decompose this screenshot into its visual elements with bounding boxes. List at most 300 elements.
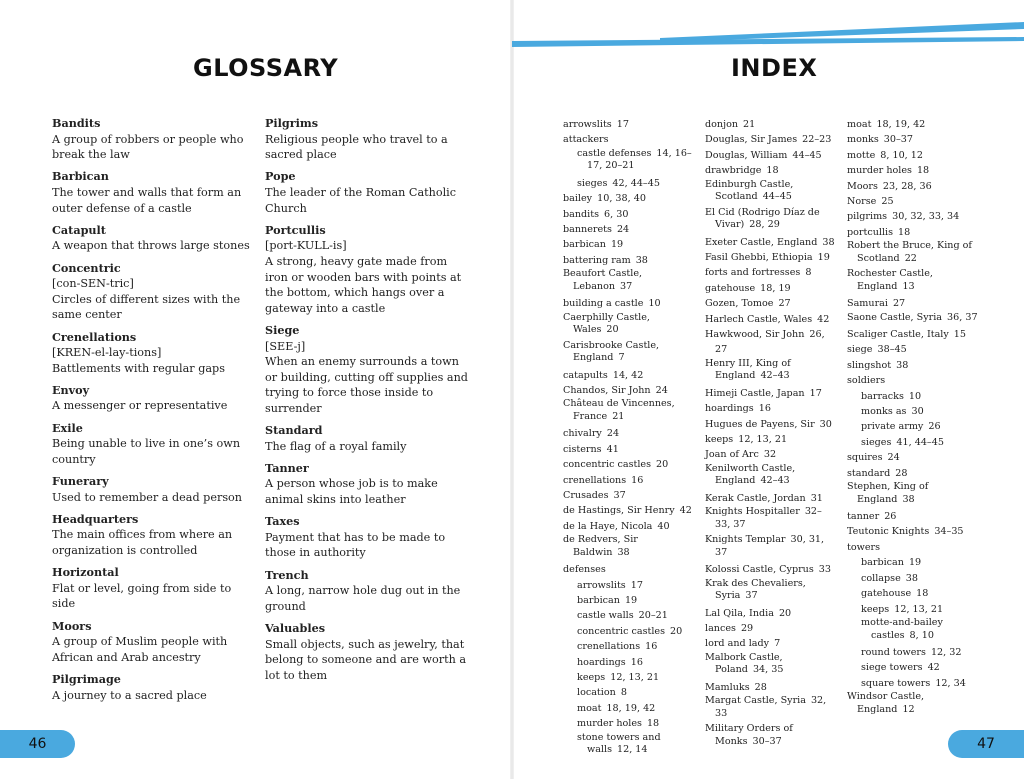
index-term: defenses xyxy=(563,564,606,576)
index-subentry xyxy=(563,701,693,716)
index-entry xyxy=(563,268,693,293)
glossary-definition: Circles of different sizes with the same center xyxy=(52,292,241,322)
index-term: arrowslits xyxy=(563,119,612,130)
index-pages: 20 xyxy=(778,607,792,619)
index-pages: 26 xyxy=(928,421,941,433)
index-term: towers xyxy=(847,541,881,553)
index-term: squires xyxy=(847,452,883,464)
glossary-term: Crenellations xyxy=(52,329,137,344)
glossary-definition: A messenger or representative xyxy=(52,399,228,413)
index-pages: 10, 38, 40 xyxy=(597,193,646,205)
index-pages: 7 xyxy=(618,352,625,364)
index-term: Carisbrooke Castle, England xyxy=(563,339,660,364)
index-term: Kenilworth Castle, England xyxy=(705,462,796,487)
glossary-entry xyxy=(265,568,470,615)
index-term: drawbridge xyxy=(705,165,762,177)
index-pages: 37 xyxy=(613,490,626,502)
index-entry xyxy=(563,442,693,457)
index-entry xyxy=(705,235,835,250)
index-pages: 16 xyxy=(630,656,643,668)
index-term: Margat Castle, Syria xyxy=(705,695,806,707)
index-entry xyxy=(847,268,979,293)
index-pages: 42–43 xyxy=(760,475,790,487)
index-term: crenellations xyxy=(563,474,627,486)
index-pages: 8 xyxy=(620,687,627,699)
glossary-entry xyxy=(265,116,470,163)
glossary-entry xyxy=(52,565,252,612)
index-entry xyxy=(563,503,693,518)
glossary-entry xyxy=(265,461,470,508)
index-entry xyxy=(705,534,835,559)
index-entry xyxy=(705,132,835,147)
index-term: barracks xyxy=(861,390,904,402)
index-pages: 12, 13, 21 xyxy=(894,603,944,615)
glossary-definition: When an enemy surrounds a town or building, cutting off supplies and trying to force those inside to surrender xyxy=(265,355,468,415)
index-pages: 33 xyxy=(818,564,831,576)
glossary-entry xyxy=(265,323,470,417)
index-pages: 26 xyxy=(884,511,897,523)
index-pages: 28, 29 xyxy=(749,219,780,231)
glossary-entry xyxy=(52,672,252,703)
index-entry xyxy=(847,225,979,240)
index-term: bailey xyxy=(563,193,593,205)
index-term: keeps xyxy=(577,672,606,684)
index-term: Stephen, King of England xyxy=(847,481,929,505)
index-entry xyxy=(563,340,693,365)
index-pages: 36, 37 xyxy=(947,311,978,323)
glossary-entry xyxy=(265,621,470,683)
glossary-term: Envoy xyxy=(52,382,90,397)
index-term: moat xyxy=(577,702,602,714)
index-pages: 12, 14 xyxy=(617,744,648,756)
glossary-term: Bandits xyxy=(52,116,101,130)
glossary-title: GLOSSARY xyxy=(193,54,339,82)
index-subentry xyxy=(563,685,693,700)
index-entry xyxy=(563,488,693,503)
index-subentry xyxy=(563,176,693,191)
index-pages: 20 xyxy=(670,625,683,637)
index-pages: 38 xyxy=(822,236,835,248)
index-pages: 32, 33 xyxy=(715,695,827,719)
index-term: location xyxy=(577,687,616,699)
index-term: monks xyxy=(847,134,879,146)
glossary-entry xyxy=(52,261,252,323)
index-entry xyxy=(847,148,979,163)
index-term: hoardings xyxy=(577,656,626,668)
index-pages: 18 xyxy=(916,588,929,600)
index-pages: 42 xyxy=(927,662,940,674)
glossary-term: Valuables xyxy=(265,620,326,635)
index-entry xyxy=(705,281,835,296)
index-entry xyxy=(705,606,835,621)
index-column-1 xyxy=(563,117,693,760)
index-pages: 7 xyxy=(774,638,781,650)
index-term: building a castle xyxy=(563,298,644,310)
index-pages: 21 xyxy=(743,119,756,130)
index-term: stone towers and walls xyxy=(577,731,661,756)
index-entry xyxy=(705,621,835,636)
glossary-term: Taxes xyxy=(265,514,300,529)
index-column-3 xyxy=(847,117,979,719)
index-term: slingshot xyxy=(847,359,892,371)
index-term: catapults xyxy=(563,369,608,381)
index-term: soldiers xyxy=(847,375,886,387)
index-entry xyxy=(705,432,835,447)
index-pages: 15 xyxy=(953,329,967,341)
index-subentry xyxy=(847,660,979,675)
index-pages: 38 xyxy=(902,493,915,505)
index-term: Rochester Castle, England xyxy=(847,268,933,292)
index-pages: 32–33, 37 xyxy=(715,506,822,530)
index-term: moat xyxy=(847,119,872,130)
index-pages: 6, 30 xyxy=(604,208,629,220)
glossary-term: Tanner xyxy=(265,460,309,475)
index-entry xyxy=(563,426,693,441)
index-pages: 18, 19, 42 xyxy=(606,702,656,714)
glossary-term: Siege xyxy=(265,322,300,337)
index-entry xyxy=(563,117,693,132)
index-term: Beaufort Castle, Lebanon xyxy=(563,268,643,292)
index-pages: 22–23 xyxy=(802,134,832,146)
glossary-definition: The flag of a royal family xyxy=(265,439,407,453)
index-term: Caerphilly Castle, Wales xyxy=(563,311,650,336)
glossary-definition: Being unable to live in one’s own country xyxy=(52,437,241,466)
index-term: Fasil Ghebbi, Ethiopia xyxy=(705,252,813,263)
glossary-entry xyxy=(265,423,470,454)
index-term: monks as xyxy=(861,406,907,418)
index-pages: 16 xyxy=(758,403,771,415)
index-term: de Redvers, Sir Baldwin xyxy=(563,534,638,558)
index-term: Knights Hospitaller xyxy=(705,506,800,518)
glossary-definition: The main offices from where an organization is controlled xyxy=(52,528,233,557)
index-subentry xyxy=(847,435,979,450)
index-term: Hawkwood, Sir John xyxy=(705,329,805,341)
index-term: Douglas, Sir James xyxy=(705,134,798,146)
index-pages: 12 xyxy=(902,703,915,715)
index-pages: 27 xyxy=(892,298,906,310)
glossary-definition: A group of Muslim people with African and Arab ancestry xyxy=(52,635,228,664)
glossary-definition: A long, narrow hole dug out in the ground xyxy=(265,584,461,613)
glossary-definition: Flat or level, going from side to side xyxy=(52,581,232,611)
index-pages: 42, 44–45 xyxy=(612,177,660,189)
index-entry xyxy=(705,652,835,677)
index-pages: 23, 28, 36 xyxy=(882,180,932,192)
index-subentry xyxy=(563,608,693,623)
index-entry xyxy=(705,358,835,383)
index-entry xyxy=(847,540,979,555)
index-entry xyxy=(705,163,835,178)
index-entry xyxy=(563,457,693,472)
index-pages: 20 xyxy=(606,324,619,336)
index-term: El Cid (Rodrigo Díaz de Vivar) xyxy=(705,206,820,231)
index-term: barbican xyxy=(577,595,620,607)
glossary-entry xyxy=(265,169,470,216)
glossary-definition: Religious people who travel to a sacred place xyxy=(265,132,448,162)
index-term: motte-and-bailey castles xyxy=(861,616,943,641)
index-term: Saone Castle, Syria xyxy=(847,311,943,323)
glossary-entry xyxy=(52,169,252,216)
index-pages: 24 xyxy=(655,385,668,396)
glossary-column-2 xyxy=(265,116,470,690)
index-term: tanner xyxy=(847,511,880,523)
index-entry xyxy=(847,524,979,539)
index-pages: 19 xyxy=(624,595,638,607)
index-entry xyxy=(847,117,979,132)
glossary-definition: Small objects, such as jewelry, that belong to someone and are worth a lot to them xyxy=(265,637,467,682)
index-entry xyxy=(705,636,835,651)
index-term: Joan of Arc xyxy=(705,449,759,461)
index-term: Windsor Castle, England xyxy=(847,691,925,715)
index-term: arrowslits xyxy=(577,579,626,591)
glossary-definition: Used to remember a dead person xyxy=(52,490,242,504)
index-pages: 34–35 xyxy=(934,526,964,538)
index-pages: 16 xyxy=(645,641,658,653)
index-entry xyxy=(847,163,979,178)
index-entry xyxy=(705,296,835,311)
index-pages: 13 xyxy=(902,280,915,292)
index-pages: 40 xyxy=(657,520,670,532)
index-pages: 30–37 xyxy=(752,735,782,747)
book-gutter xyxy=(510,0,514,779)
index-entry xyxy=(847,194,979,209)
index-subentry xyxy=(847,602,979,617)
glossary-term: Horizontal xyxy=(52,565,119,580)
index-entry xyxy=(705,207,835,232)
index-subentry xyxy=(563,593,693,608)
index-pages: 18 xyxy=(766,165,779,177)
index-term: keeps xyxy=(705,434,734,446)
index-subentry xyxy=(847,676,979,691)
index-term: Military Orders of Monks xyxy=(705,723,793,747)
index-term: lances xyxy=(705,623,736,635)
index-pages: 22 xyxy=(904,252,917,264)
index-entry xyxy=(705,680,835,695)
index-term: sieges xyxy=(577,177,608,189)
glossary-entry xyxy=(52,116,252,163)
index-entry xyxy=(847,509,979,524)
glossary-definition: A weapon that throws large stones xyxy=(52,239,250,253)
index-term: standard xyxy=(847,467,891,479)
index-term: keeps xyxy=(861,603,890,615)
index-pages: 18 xyxy=(916,165,930,177)
page-number-right xyxy=(948,730,1024,758)
index-entry xyxy=(705,723,835,748)
glossary-entry xyxy=(265,514,470,561)
index-entry xyxy=(563,534,693,559)
index-pages: 28 xyxy=(754,681,767,693)
index-term: Scaliger Castle, Italy xyxy=(847,329,949,341)
index-pages: 30–37 xyxy=(883,134,914,146)
glossary-term: Funerary xyxy=(52,474,109,489)
index-pages: 28 xyxy=(895,467,908,479)
index-subentry xyxy=(847,571,979,586)
index-pages: 12, 13, 21 xyxy=(738,434,788,446)
index-title: INDEX xyxy=(731,54,818,82)
index-pages: 14, 42 xyxy=(612,369,644,381)
index-term: castle walls xyxy=(577,610,634,622)
index-entry xyxy=(705,506,835,531)
index-pages: 17 xyxy=(616,119,629,130)
index-entry xyxy=(705,117,835,132)
index-entry xyxy=(705,447,835,462)
index-entry xyxy=(847,358,979,373)
index-entry xyxy=(563,207,693,222)
index-pages: 30 xyxy=(911,406,924,418)
index-pages: 42 xyxy=(817,313,830,325)
index-term: bannerets xyxy=(563,224,612,236)
glossary-term: Pope xyxy=(265,169,296,184)
index-term: Henry III, King of England xyxy=(705,357,791,382)
index-term: Kolossi Castle, Cyprus xyxy=(705,564,814,576)
index-term: Himeji Castle, Japan xyxy=(705,387,805,399)
index-pages: 38 xyxy=(617,546,630,558)
index-term: portcullis xyxy=(847,226,894,238)
index-entry xyxy=(705,327,835,358)
page-number-left xyxy=(0,730,75,758)
index-term: Kerak Castle, Jordan xyxy=(705,492,806,504)
index-subentry xyxy=(563,655,693,670)
index-pages: 24 xyxy=(887,452,900,464)
index-pages: 25 xyxy=(881,196,894,208)
index-term: Lal Qila, India xyxy=(705,607,774,619)
index-term: Crusades xyxy=(563,490,609,502)
index-entry xyxy=(847,132,979,147)
glossary-definition: The leader of the Roman Catholic Church xyxy=(265,185,456,215)
index-entry xyxy=(563,398,693,423)
index-subentry xyxy=(563,732,693,757)
index-subentry xyxy=(847,404,979,419)
index-pages: 17 xyxy=(630,579,643,591)
glossary-definition: Battlements with regular gaps xyxy=(52,361,225,375)
index-subentry xyxy=(847,555,979,570)
index-entry xyxy=(563,222,693,237)
index-term: attackers xyxy=(563,134,609,146)
index-pages: 8 xyxy=(805,267,812,279)
index-term: battering ram xyxy=(563,254,631,266)
glossary-definition: A journey to a sacred place xyxy=(52,688,207,702)
glossary-term: Catapult xyxy=(52,222,106,237)
index-subentry xyxy=(563,670,693,685)
index-pages: 38 xyxy=(896,359,909,371)
index-subentry xyxy=(847,389,979,404)
index-term: siege xyxy=(847,344,873,356)
index-entry xyxy=(847,466,979,481)
glossary-term: Pilgrimage xyxy=(52,671,121,686)
index-entry xyxy=(847,327,979,342)
index-term: chivalry xyxy=(563,428,602,440)
index-term: Malbork Castle, Poland xyxy=(705,651,783,676)
glossary-term: Standard xyxy=(265,423,323,438)
index-term: hoardings xyxy=(705,403,754,415)
index-term: concentric castles xyxy=(563,459,652,471)
index-pages: 42–43 xyxy=(760,370,790,382)
index-entry xyxy=(563,191,693,206)
index-pages: 19 xyxy=(610,239,624,251)
glossary-pronunciation: [SEE-j] xyxy=(265,339,306,353)
index-term: de Hastings, Sir Henry xyxy=(563,505,675,517)
index-term: Moors xyxy=(847,180,878,192)
index-entry xyxy=(705,417,835,432)
index-entry xyxy=(563,368,693,383)
index-pages: 32 xyxy=(763,449,777,461)
index-term: castle defenses xyxy=(577,147,652,159)
index-subentry xyxy=(563,624,693,639)
index-term: bandits xyxy=(563,208,600,220)
index-pages: 18 xyxy=(646,718,660,730)
index-term: Exeter Castle, England xyxy=(705,236,818,248)
index-pages: 19 xyxy=(817,252,830,263)
glossary-pronunciation: [port-KULL-is] xyxy=(265,239,347,253)
index-entry xyxy=(705,463,835,488)
glossary-term: Moors xyxy=(52,618,92,633)
index-entry xyxy=(563,562,693,577)
index-entry xyxy=(847,209,979,224)
index-entry xyxy=(705,695,835,720)
glossary-term: Barbican xyxy=(52,169,109,184)
index-pages: 12, 32 xyxy=(930,646,962,658)
index-pages: 41 xyxy=(606,443,619,455)
glossary-entry xyxy=(52,330,252,377)
index-term: pilgrims xyxy=(847,211,888,223)
index-term: square towers xyxy=(861,677,931,689)
index-entry xyxy=(847,240,979,265)
index-pages: 16 xyxy=(631,474,644,486)
index-subentry xyxy=(847,586,979,601)
index-pages: 30, 31, 37 xyxy=(715,534,825,558)
index-term: barbican xyxy=(563,239,606,251)
index-subentry xyxy=(847,419,979,434)
index-term: siege towers xyxy=(861,662,923,674)
glossary-column-1 xyxy=(52,116,252,710)
index-pages: 20 xyxy=(656,459,669,471)
index-term: Douglas, William xyxy=(705,149,788,161)
index-term: Chandos, Sir John xyxy=(563,385,651,396)
index-pages: 38 xyxy=(635,254,648,266)
index-pages: 26, 27 xyxy=(715,329,825,356)
index-term: private army xyxy=(861,421,924,433)
glossary-definition: The tower and walls that form an outer defense of a castle xyxy=(52,185,242,215)
index-pages: 38 xyxy=(905,572,918,584)
index-subentry xyxy=(563,716,693,731)
index-entry xyxy=(705,148,835,163)
index-term: collapse xyxy=(861,572,901,584)
page-number-left-label: 46 xyxy=(28,736,47,752)
index-term: Samurai xyxy=(847,298,888,310)
index-term: de la Haye, Nicola xyxy=(563,520,653,532)
glossary-pronunciation: [con-SEN-tric] xyxy=(52,277,134,291)
index-pages: 18, 19, 42 xyxy=(876,119,926,130)
index-term: Mamluks xyxy=(705,681,750,693)
index-term: murder holes xyxy=(847,165,912,177)
index-term: Hugues de Payens, Sir xyxy=(705,418,815,430)
index-subentry xyxy=(563,578,693,593)
index-entry xyxy=(563,237,693,252)
index-pages: 38–45 xyxy=(877,344,907,356)
index-term: sieges xyxy=(861,436,892,448)
index-term: Harlech Castle, Wales xyxy=(705,313,813,325)
glossary-entry xyxy=(265,223,470,317)
index-entry xyxy=(705,386,835,401)
index-term: cisterns xyxy=(563,443,602,455)
index-term: lord and lady xyxy=(705,638,770,650)
index-term: Edinburgh Castle, Scotland xyxy=(705,178,794,203)
index-column-2 xyxy=(705,117,835,751)
index-entry xyxy=(847,296,979,311)
glossary-entry xyxy=(52,619,252,666)
index-term: concentric castles xyxy=(577,625,666,637)
glossary-definition: A group of robbers or people who break the law xyxy=(52,132,244,162)
index-pages: 10 xyxy=(908,390,922,402)
